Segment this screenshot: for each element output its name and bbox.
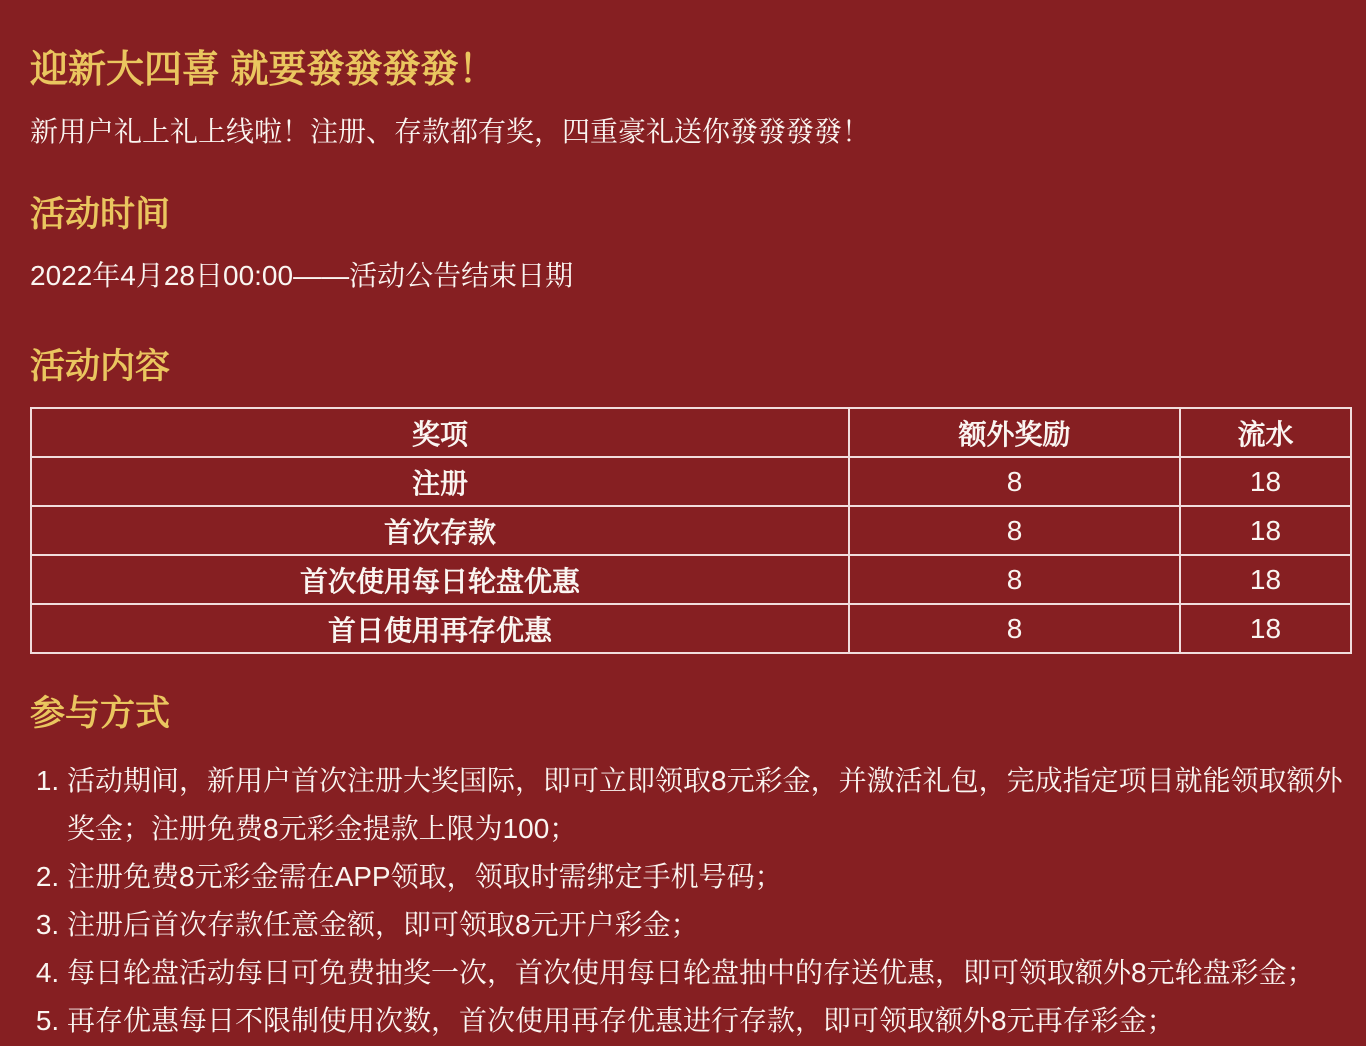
page-title: 迎新大四喜 就要發發發發！ bbox=[30, 49, 497, 91]
row-turnover-value: 18 bbox=[1180, 457, 1351, 506]
table-row-first-deposit bbox=[31, 506, 1351, 555]
row-bonus-value: 8 bbox=[849, 457, 1180, 506]
table-row-register bbox=[31, 457, 1351, 506]
row-bonus-value: 8 bbox=[849, 555, 1180, 604]
row-label: 首日使用再存优惠 bbox=[31, 604, 849, 653]
section-heading-activity-time: 活动时间 bbox=[30, 195, 171, 234]
row-bonus-value: 8 bbox=[849, 604, 1180, 653]
participation-item-1: 1. 活动期间，新用户首次注册大奖国际，即可立即领取8元彩金，并激活礼包，完成指定项目就能领取额外奖金；注册免费8元彩金提款上限为100； bbox=[67, 757, 1350, 853]
activity-period-text: 2022年4月28日00:00——活动公告结束日期 bbox=[30, 260, 574, 291]
row-label: 注册 bbox=[31, 457, 849, 506]
row-turnover-value: 18 bbox=[1180, 555, 1351, 604]
row-bonus-value: 8 bbox=[849, 506, 1180, 555]
participation-list bbox=[30, 757, 1350, 1045]
page-subtitle: 新用户礼上礼上线啦！注册、存款都有奖，四重豪礼送你發發發發！ bbox=[30, 116, 871, 147]
row-turnover-value: 18 bbox=[1180, 506, 1351, 555]
participation-item-3: 3. 注册后首次存款任意金额，即可领取8元开户彩金； bbox=[67, 901, 1350, 949]
row-turnover-value: 18 bbox=[1180, 604, 1351, 653]
row-label: 首次存款 bbox=[31, 506, 849, 555]
section-heading-activity-content: 活动内容 bbox=[30, 347, 171, 386]
section-heading-participation: 参与方式 bbox=[30, 694, 171, 733]
column-header-prize: 奖项 bbox=[31, 408, 849, 457]
column-header-extra-bonus: 额外奖励 bbox=[849, 408, 1180, 457]
rewards-table bbox=[30, 407, 1352, 654]
table-row-first-roulette bbox=[31, 555, 1351, 604]
participation-item-2: 2. 注册免费8元彩金需在APP领取，领取时需绑定手机号码； bbox=[67, 853, 1350, 901]
participation-item-4: 4. 每日轮盘活动每日可免费抽奖一次，首次使用每日轮盘抽中的存送优惠，即可领取额外8元轮盘彩金； bbox=[67, 949, 1350, 997]
table-header-row bbox=[31, 408, 1351, 457]
table-row-first-redeposit bbox=[31, 604, 1351, 653]
row-label: 首次使用每日轮盘优惠 bbox=[31, 555, 849, 604]
column-header-turnover: 流水 bbox=[1180, 408, 1351, 457]
participation-item-5: 5. 再存优惠每日不限制使用次数，首次使用再存优惠进行存款，即可领取额外8元再存彩金； bbox=[67, 997, 1350, 1045]
